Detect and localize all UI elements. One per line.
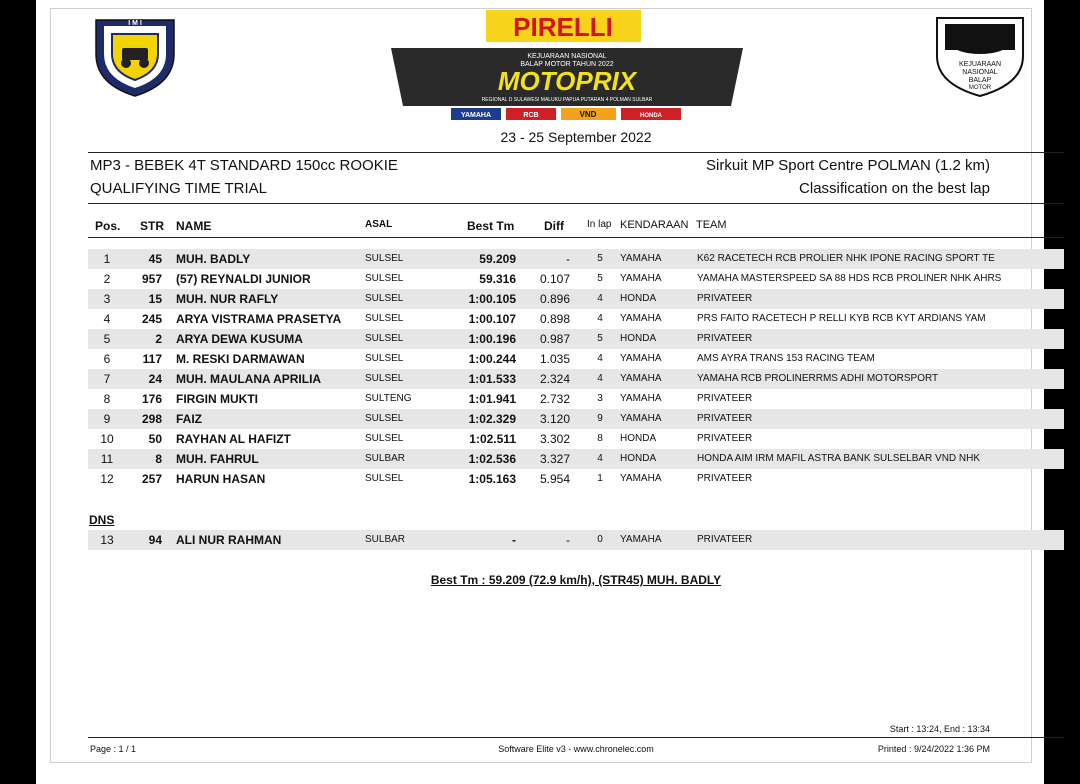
cell-team: YAMAHA RCB PROLINERRMS ADHI MOTORSPORT [697,373,939,384]
table-row [88,449,1064,469]
cell-kend: HONDA [620,453,657,464]
svg-text:BALAP: BALAP [968,77,992,84]
col-best: Best Tm [467,219,515,233]
cell-team: PRIVATEER [697,293,753,304]
cell-asal: SULBAR [365,534,406,545]
cell-team: PRS FAITO RACETECH P RELLI KYB RCB KYT ARDIANS YAM [697,313,986,324]
cell-name: FIRGIN MUKTI [176,392,258,406]
table-row [88,469,1064,489]
cell-best: 1:01.533 [468,372,516,386]
table-row [88,349,1064,369]
cell-best: 59.209 [479,252,516,266]
cell-team: PRIVATEER [697,534,753,545]
cell-asal: SULSEL [365,373,404,384]
results-page [36,0,1044,784]
cell-diff: 3.302 [539,432,570,446]
col-team: TEAM [696,219,727,231]
class-title: MP3 - BEBEK 4T STANDARD 150cc ROOKIE [90,157,398,174]
cell-lap: 8 [597,433,603,444]
cell-lap: 0 [597,534,603,545]
cell-best: 59.316 [479,272,516,286]
cell-asal: SULSEL [365,473,404,484]
cell-name: MUH. MAULANA APRILIA [176,372,322,386]
svg-text:RCB: RCB [523,112,539,119]
cell-str: 2 [155,332,162,346]
cell-diff: 0.107 [539,272,570,286]
cell-team: PRIVATEER [697,473,753,484]
cell-str: 257 [141,472,162,486]
cell-str: 45 [148,252,162,266]
event-date: 23 - 25 September 2022 [500,129,652,145]
cell-str: 957 [141,272,162,286]
cell-asal: SULSEL [365,413,404,424]
col-name: NAME [176,219,212,233]
cell-kend: YAMAHA [620,313,662,324]
cell-kend: YAMAHA [620,413,662,424]
cell-pos: 2 [103,272,111,286]
svg-text:NASIONAL: NASIONAL [962,69,998,76]
cell-lap: 4 [597,453,603,464]
software-credit: Software Elite v3 - www.chronelec.com [498,744,654,754]
cell-kend: YAMAHA [620,253,662,264]
table-row [88,309,1064,329]
cell-pos: 7 [103,372,111,386]
cell-asal: SULSEL [365,293,404,304]
cell-best: 1:02.511 [469,432,516,446]
cell-str: 15 [148,292,162,306]
cell-best: 1:00.196 [468,332,516,346]
svg-text:REGIONAL D SULAWESI MALUKU PAP: REGIONAL D SULAWESI MALUKU PAPUA PUTARAN 4 POLMAN SULBAR [481,97,653,103]
table-row [88,429,1064,449]
cell-str: 8 [155,452,162,466]
kejurnas-logo [933,14,1027,98]
cell-diff: 3.120 [539,412,570,426]
table-row [88,269,1064,289]
col-pos: Pos. [95,219,121,233]
cell-lap: 4 [597,293,603,304]
col-lap: In lap [587,219,612,230]
table-row [88,289,1064,309]
svg-text:I M I: I M I [128,20,142,27]
cell-diff: 0.898 [539,312,570,326]
cell-pos: 13 [100,533,114,547]
cell-diff: 0.987 [539,332,570,346]
table-row [88,249,1064,269]
table-row [88,530,1064,550]
header-divider [88,152,1064,153]
cell-name: M. RESKI DARMAWAN [176,352,305,366]
cell-name: ARYA DEWA KUSUMA [176,332,303,346]
cell-team: AMS AYRA TRANS 153 RACING TEAM [697,353,875,364]
svg-text:MOTOPRIX: MOTOPRIX [497,66,637,96]
cell-diff: - [566,533,570,547]
cell-best: - [512,533,516,547]
cell-lap: 4 [597,353,603,364]
cell-best: 1:00.105 [468,292,516,306]
dns-label: DNS [89,513,115,527]
col-kendaraan: KENDARAAN [620,219,689,231]
cell-asal: SULSEL [365,253,404,264]
cell-kend: YAMAHA [620,534,662,545]
cell-str: 117 [142,352,162,366]
cell-kend: YAMAHA [620,373,662,384]
cell-team: PRIVATEER [697,433,753,444]
cell-kend: HONDA [620,433,657,444]
cell-diff: 2.732 [539,392,570,406]
cell-team: PRIVATEER [697,413,753,424]
cell-asal: SULSEL [365,333,404,344]
svg-text:YAMAHA: YAMAHA [460,112,492,119]
cell-diff: 1.035 [539,352,570,366]
cell-kend: YAMAHA [620,393,662,404]
cell-pos: 6 [103,352,111,366]
cell-pos: 10 [100,432,114,446]
cell-pos: 4 [103,312,111,326]
session-start-end: Start : 13:24, End : 13:34 [889,724,990,734]
cell-asal: SULTENG [365,393,412,404]
svg-text:KEJUARAAN: KEJUARAAN [958,61,1002,68]
cell-pos: 12 [100,472,114,486]
cell-pos: 3 [103,292,111,306]
cell-diff: 3.327 [539,452,570,466]
cell-lap: 5 [597,333,603,344]
svg-text:PIRELLI: PIRELLI [513,12,613,42]
cell-str: 94 [148,533,162,547]
titles-divider [88,203,1064,204]
cell-best: 1:00.244 [468,352,516,366]
col-str: STR [140,219,164,233]
cell-asal: SULSEL [365,353,404,364]
cell-kend: YAMAHA [620,473,662,484]
cell-pos: 9 [103,412,111,426]
cell-str: 298 [141,412,162,426]
circuit-title: Sirkuit MP Sport Centre POLMAN (1.2 km) [706,157,990,174]
cell-asal: SULSEL [365,313,404,324]
table-row [88,369,1064,389]
cell-diff: - [566,252,570,266]
table-header-divider [88,237,1064,238]
cell-kend: HONDA [620,293,657,304]
cell-kend: YAMAHA [620,353,662,364]
cell-team: HONDA AIM IRM MAFIL ASTRA BANK SULSELBAR VND NHK [697,453,981,464]
svg-text:VND: VND [579,110,597,119]
cell-lap: 9 [597,413,603,424]
svg-text:KEJUARAAN NASIONAL: KEJUARAAN NASIONAL [527,53,607,60]
cell-asal: SULBAR [365,453,406,464]
cell-lap: 5 [597,253,603,264]
table-row [88,329,1064,349]
col-diff: Diff [544,219,564,233]
footer-divider [88,737,1064,738]
session-title: QUALIFYING TIME TRIAL [90,180,267,197]
svg-text:MOTOR: MOTOR [968,85,992,91]
cell-str: 245 [141,312,162,326]
cell-best: 1:02.329 [468,412,516,426]
cell-name: MUH. FAHRUL [176,452,259,466]
table-row [88,409,1064,429]
cell-best: 1:01.941 [468,392,516,406]
page-number: Page : 1 / 1 [90,744,137,754]
cell-name: MUH. NUR RAFLY [176,292,279,306]
cell-name: ALI NUR RAHMAN [176,533,282,547]
cell-asal: SULSEL [365,433,404,444]
cell-diff: 0.896 [539,292,570,306]
svg-text:BALAP MOTOR TAHUN 2022: BALAP MOTOR TAHUN 2022 [520,61,614,68]
cell-str: 176 [141,392,162,406]
cell-pos: 1 [103,252,111,266]
imi-logo [90,14,180,98]
col-asal: ASAL [365,219,393,230]
cell-name: ARYA VISTRAMA PRASETYA [176,312,342,326]
svg-text:HONDA: HONDA [640,113,662,119]
cell-name: FAIZ [176,412,202,426]
motoprix-banner [391,10,743,122]
cell-pos: 11 [100,452,114,466]
cell-best: 1:05.163 [468,472,516,486]
cell-name: RAYHAN AL HAFIZT [176,432,291,446]
cell-lap: 1 [597,473,603,484]
cell-diff: 5.954 [539,472,570,486]
classification-title: Classification on the best lap [799,180,990,197]
cell-lap: 4 [597,373,603,384]
cell-best: 1:00.107 [468,312,516,326]
cell-team: PRIVATEER [697,333,753,344]
cell-team: PRIVATEER [697,393,753,404]
cell-pos: 8 [103,392,111,406]
cell-team: K62 RACETECH RCB PROLIER NHK IPONE RACING SPORT TE [697,253,995,264]
cell-name: HARUN HASAN [176,472,266,486]
cell-asal: SULSEL [365,273,404,284]
cell-best: 1:02.536 [468,452,516,466]
cell-name: (57) REYNALDI JUNIOR [176,272,311,286]
cell-lap: 3 [597,393,603,404]
cell-pos: 5 [103,332,111,346]
cell-team: YAMAHA MASTERSPEED SA 88 HDS RCB PROLINER NHK AHRS [697,273,1002,284]
cell-lap: 5 [597,273,603,284]
printed-timestamp: Printed : 9/24/2022 1:36 PM [877,744,990,754]
cell-diff: 2.324 [539,372,570,386]
cell-str: 50 [148,432,162,446]
cell-lap: 4 [597,313,603,324]
cell-name: MUH. BADLY [176,252,251,266]
cell-str: 24 [148,372,162,386]
cell-kend: HONDA [620,333,657,344]
table-row [88,389,1064,409]
best-time-summary: Best Tm : 59.209 (72.9 km/h), (STR45) MUH. BADLY [430,573,722,587]
cell-kend: YAMAHA [620,273,662,284]
